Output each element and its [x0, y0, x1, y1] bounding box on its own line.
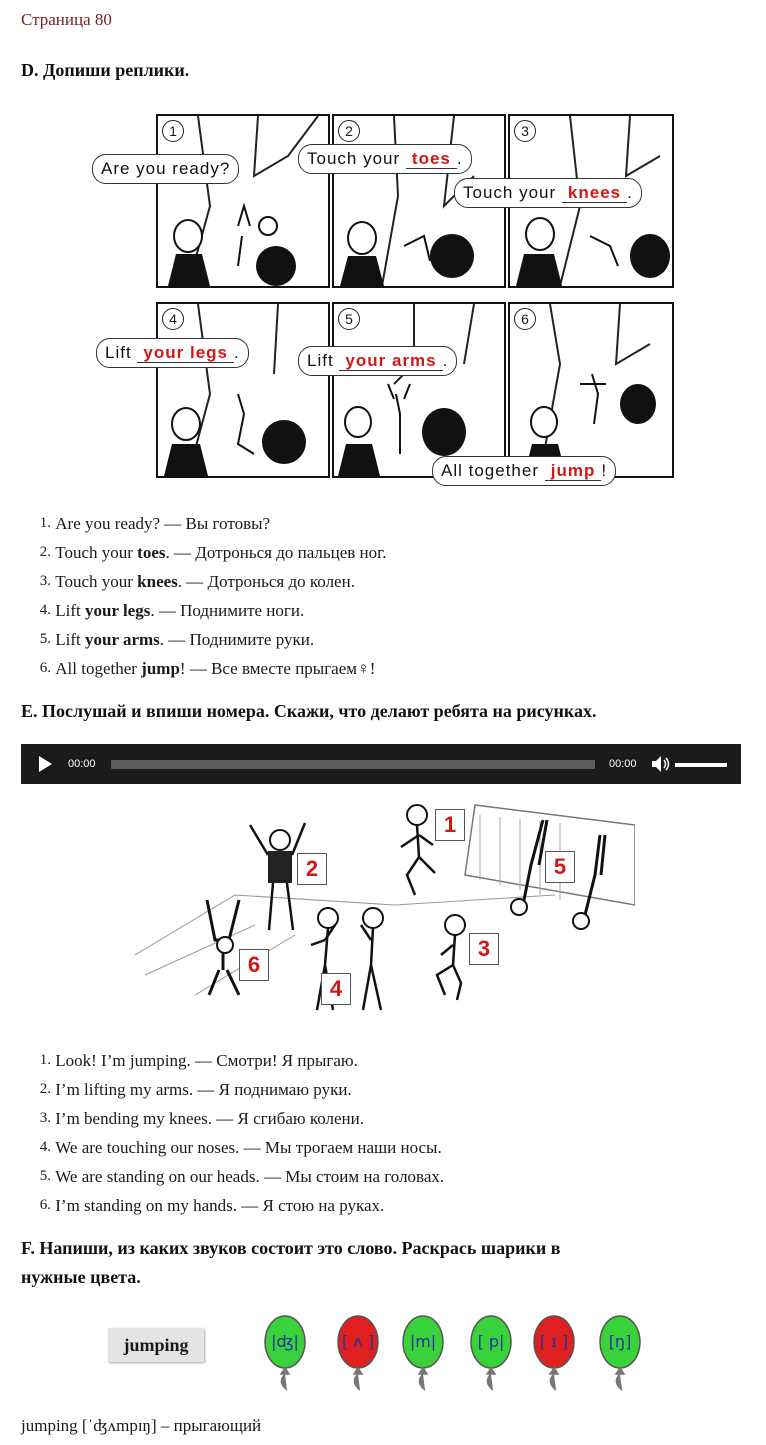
balloon — [263, 1314, 307, 1392]
balloon-shape — [469, 1314, 513, 1392]
audio-player — [21, 744, 741, 784]
scene-number-box: 1 — [435, 809, 465, 841]
panel-number: 3 — [514, 120, 536, 142]
list-item: 4. We are touching our noses. — Мы трогаем наши носы. — [39, 1138, 442, 1157]
current-time: 00:00 — [68, 758, 96, 770]
comic-panel-4 — [156, 302, 330, 478]
balloon — [469, 1314, 513, 1392]
panel-number: 5 — [338, 308, 360, 330]
balloon-shape — [336, 1314, 380, 1392]
section-e-answers — [21, 1046, 444, 1220]
panel-6-illustration — [510, 304, 672, 476]
balloon-shape — [598, 1314, 642, 1392]
duration: 00:00 — [609, 758, 637, 770]
list-item: 5. We are standing on our heads. — Мы стоим на головах. — [39, 1167, 445, 1186]
scene-number-box: 5 — [545, 851, 575, 883]
list-item: 5. Lift your arms. — Поднимите руки. — [39, 630, 315, 649]
list-item: 1. Look! I’m jumping. — Смотри! Я прыгаю. — [39, 1051, 358, 1070]
speech-bubble-3: Touch your knees . — [454, 178, 642, 208]
scene-number-box: 2 — [297, 853, 327, 885]
comic-panel-6 — [508, 302, 674, 478]
list-item: 3. Touch your knees. — Дотронься до колен. — [39, 572, 355, 591]
scene-number-box: 4 — [321, 973, 351, 1005]
balloon-shape — [401, 1314, 445, 1392]
speech-bubble-5: Lift your arms . — [298, 346, 457, 376]
comic-strip — [92, 110, 672, 495]
section-d-answers — [21, 509, 386, 683]
panel-number: 1 — [162, 120, 184, 142]
volume-slider[interactable] — [675, 763, 727, 767]
balloon-shape — [263, 1314, 307, 1392]
volume-icon[interactable] — [651, 755, 671, 773]
balloon-sound: [ ɪ ] — [539, 1332, 569, 1351]
answer-fill: your arms — [339, 351, 442, 371]
balloon — [401, 1314, 445, 1392]
section-f-heading: F. Напиши, из каких звуков состоит это слово. Раскрась шарики в нужные цвета. — [21, 1238, 561, 1287]
comic-panel-5 — [332, 302, 506, 478]
list-item: 1. Are you ready? — Вы готовы? — [39, 514, 271, 533]
kids-illustration — [135, 795, 635, 1025]
balloon-sound: |m| — [409, 1332, 437, 1351]
scene-number-box: 6 — [239, 949, 269, 981]
panel-number: 6 — [514, 308, 536, 330]
page-title: Страница 80 — [21, 10, 112, 29]
answer-fill: jump — [545, 461, 602, 481]
answer-fill: toes — [406, 149, 457, 169]
speech-bubble-1: Are you ready? — [92, 154, 239, 184]
word-transcription: jumping [ˈʤʌmpɪŋ] – прыгающий — [21, 1416, 262, 1435]
balloon — [336, 1314, 380, 1392]
balloon — [532, 1314, 576, 1392]
panel-number: 4 — [162, 308, 184, 330]
exercise-scene — [135, 795, 635, 1025]
balloon-sound: [ p| — [477, 1332, 505, 1351]
play-icon[interactable] — [39, 756, 52, 772]
panel-5-illustration — [334, 304, 504, 476]
panel-4-illustration — [158, 304, 328, 476]
balloon-sound: [ ʌ ] — [341, 1332, 375, 1351]
list-item: 3. I’m bending my knees. — Я сгибаю колени. — [39, 1109, 364, 1128]
list-item: 2. I’m lifting my arms. — Я поднимаю руки. — [39, 1080, 352, 1099]
balloon-sound: |ʤ| — [271, 1332, 299, 1351]
balloon — [598, 1314, 642, 1392]
scene-number-box: 3 — [469, 933, 499, 965]
comic-panel-1 — [156, 114, 330, 288]
section-d-heading: D. Допиши реплики. — [21, 60, 190, 80]
answer-fill: knees — [562, 183, 627, 203]
word-card: jumping — [108, 1328, 204, 1362]
list-item: 4. Lift your legs. — Поднимите ноги. — [39, 601, 305, 620]
section-e-heading: E. Послушай и впиши номера. Скажи, что делают ребята на рисунках. — [21, 701, 597, 721]
balloon-sound: [ŋ] — [608, 1332, 632, 1351]
speech-bubble-6: All together jump ! — [432, 456, 616, 486]
list-item: 6. All together jump! — Все вместе прыгаем♀! — [39, 659, 376, 678]
balloon-shape — [532, 1314, 576, 1392]
list-item: 6. I’m standing on my hands. — Я стою на руках. — [39, 1196, 385, 1215]
speech-bubble-2: Touch your toes . — [298, 144, 472, 174]
audio-progress-bar[interactable] — [111, 760, 595, 769]
panel-1-illustration — [158, 116, 328, 286]
answer-fill: your legs — [137, 343, 234, 363]
list-item: 2. Touch your toes. — Дотронься до пальцев ног. — [39, 543, 387, 562]
speech-bubble-4: Lift your legs . — [96, 338, 249, 368]
panel-number: 2 — [338, 120, 360, 142]
